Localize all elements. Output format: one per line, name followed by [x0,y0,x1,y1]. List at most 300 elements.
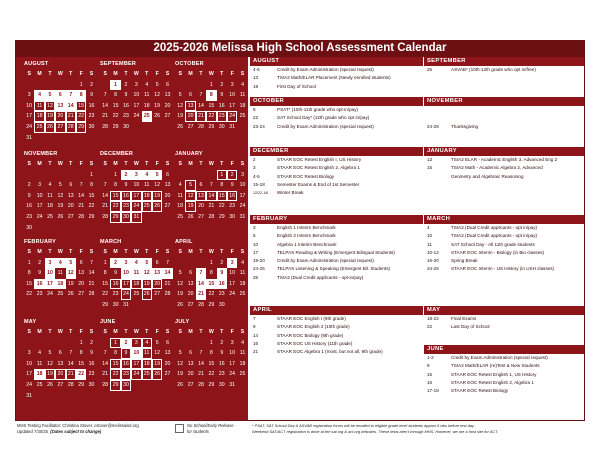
section-header: FEBRUARY [250,215,423,224]
day-cell: 1 [209,339,213,346]
day-cell: 29 [102,301,109,308]
day-cell: 3 [230,339,234,346]
weekday-header: T [124,161,128,167]
weekday-header: T [199,249,203,255]
day-cell: 22 [110,201,120,212]
footer-note-1: * PSAT, SAT School Day & ASVAB registration forms will be emailed to eligible grade level students approx 6 wks before test day. [252,423,475,428]
day-cell: 12 [47,360,53,367]
day-cell: 30 [121,380,131,391]
month-grid [24,327,98,401]
event-date: 19 [253,83,259,89]
day-cell: 22 [112,113,119,120]
day-cell: 11 [239,92,246,99]
day-cell: 24 [26,123,33,130]
day-cell: 12 [177,102,184,109]
day-cell: 5 [48,350,52,357]
weekday-header: S [89,71,94,77]
day-cell: 19 [185,201,195,212]
event-row [424,371,584,379]
day-cell: 5 [185,180,195,191]
event-date: 13 [427,157,433,162]
event-date: 13 [253,75,259,81]
day-cell: 15 [76,101,86,112]
weekday-header: T [48,71,52,77]
section-header: AUGUST [250,57,423,66]
day-cell: 27 [57,381,64,388]
blank-cell [34,80,44,91]
day-cell: 3 [27,350,31,357]
event-date: 15-18 [253,181,265,187]
day-cell: 1 [103,259,107,266]
day-cell: 5 [178,92,182,99]
day-cell: 4 [145,81,149,88]
section-header: MAY [424,306,584,315]
weekday-header: T [69,329,73,335]
blank-cell [45,80,55,91]
events-panel [250,57,584,420]
day-cell: 9 [220,92,224,99]
day-cell: 27 [187,301,194,308]
blank-cell [55,170,65,181]
event-row [424,362,584,370]
day-cell: 12 [177,280,184,287]
weekday-header: T [220,161,224,167]
event-date: 10 [427,233,433,239]
day-cell: 29 [218,213,225,220]
day-cell: 10 [45,268,55,279]
day-cell: 18 [142,359,152,370]
day-cell: 2 [227,170,237,181]
day-cell: 7 [166,259,169,266]
day-cell: 31 [131,212,141,223]
day-cell: 26 [57,213,64,220]
day-cell: 19 [57,203,64,210]
day-cell: 21 [102,113,109,120]
blank-cell [175,338,185,349]
day-cell: 9 [38,270,42,277]
month-january [175,150,249,223]
legend-label: No School/Early Release [187,423,234,428]
day-cell: 27 [164,203,171,210]
day-cell: 25 [47,213,53,220]
day-cell: 17 [121,279,131,290]
event-text: STAAR EOC Retest English I, US History [277,157,362,162]
day-cell: 9 [90,92,93,99]
day-cell: 20 [152,279,162,290]
day-cell: 26 [177,301,184,308]
event-date: 11 [427,241,432,247]
weekday-header: W [57,161,63,167]
event-date: 9 [427,363,430,369]
mini-calendars-panel [16,57,248,420]
day-cell: 11 [144,182,150,189]
month-july [175,318,249,391]
day-cell: 26 [152,201,162,212]
day-cell: 24 [131,369,141,380]
weekday-header: M [37,161,42,167]
month-august [24,60,98,143]
day-cell: 2 [90,339,93,346]
day-cell: 21 [66,111,76,122]
weekday-header: T [124,249,128,255]
event-row [424,354,584,362]
weekday-header: M [188,161,193,167]
day-cell: 1 [110,338,120,349]
day-cell: 5 [178,350,182,357]
day-cell: 15 [208,102,215,109]
day-cell: 4 [48,182,52,189]
event-text: Credit by Exam Administration (special request) [451,355,548,360]
day-cell: 13 [78,270,85,277]
day-cell: 8 [114,350,118,357]
day-cell: 24 [121,289,131,300]
weekday-header: S [89,329,94,335]
weekday-header: W [208,71,214,77]
day-cell: 27 [78,291,85,298]
weekday-header: S [165,329,170,335]
event-text: Final Exams [451,316,477,321]
weekday-header: M [37,249,42,255]
day-cell: 6 [58,350,62,357]
event-date: 18-22 [427,316,439,321]
day-cell: 23 [218,291,225,298]
event-text: English 2 Interim Benchmark [277,233,336,239]
event-text: TSIA2 (Dual Credit applicants - opt in/pay) [451,233,538,239]
blank-cell [100,170,110,181]
day-cell: 25 [142,201,152,212]
weekday-header: M [113,249,118,255]
day-cell: 26 [67,291,74,298]
day-cell: 6 [155,259,159,266]
weekday-header: T [199,161,203,167]
day-cell: 22 [206,111,216,122]
day-cell: 8 [90,182,93,189]
day-cell: 13 [55,101,65,112]
month-grid [175,327,249,391]
day-cell: 18 [143,102,150,109]
day-cell: 18 [239,360,246,367]
weekday-header: T [69,71,73,77]
month-name: NOVEMBER [24,151,58,157]
month-grid [100,247,174,311]
section-header: JANUARY [424,147,584,156]
day-cell: 9 [114,270,118,277]
day-cell: 3 [131,338,141,349]
event-row [250,241,423,249]
day-cell: 26 [154,113,161,120]
event-row [250,257,423,265]
event-text: STAAR EOC English 2 (10th grade) [277,324,350,330]
event-row [250,315,423,323]
month-name: APRIL [175,239,193,245]
day-cell: 30 [218,301,225,308]
day-cell: 19 [152,191,162,202]
legend-text [187,423,234,435]
day-cell: 16 [110,279,120,290]
day-cell: 11 [131,268,141,279]
day-cell: 16 [121,359,131,370]
event-date: 9 [253,324,256,330]
day-cell: 16 [123,102,129,109]
day-cell: 8 [76,90,86,101]
day-cell: 13 [187,360,194,367]
day-cell: 1 [110,80,120,91]
day-cell: 10 [133,182,140,189]
event-text: English 1 Interim Benchmark [277,225,336,230]
section-february [250,215,423,282]
day-cell: 12 [177,360,184,367]
day-cell: 10 [133,92,140,99]
day-cell: 21 [102,371,109,378]
day-cell: 7 [66,90,76,101]
event-row [250,232,423,240]
weekday-header: S [27,329,31,335]
event-row [424,173,584,181]
day-cell: 23 [26,213,33,220]
section-august [250,57,423,91]
day-cell: 19 [45,111,55,122]
day-cell: 20 [55,111,65,122]
event-date: 16-20 [427,258,439,264]
day-cell: 5 [66,258,76,269]
day-cell: 8 [209,350,213,357]
day-cell: 17 [239,192,246,199]
event-date: 2 [253,157,256,162]
day-cell: 18 [131,279,141,290]
weekday-header: S [27,249,31,255]
blank-cell [185,80,195,91]
day-cell: 20 [164,192,171,199]
day-cell: 25 [142,369,152,380]
day-cell: 14 [206,191,216,202]
day-cell: 27 [154,291,161,298]
day-cell: 1 [79,339,83,346]
weekday-header: S [178,249,182,255]
day-cell: 2 [38,259,42,266]
event-text: ASVAB* (10th-12th grade who opt in/free) [451,67,536,72]
day-cell: 24 [131,201,141,212]
day-cell: 17 [229,360,236,367]
weekday-header: T [145,329,149,335]
day-cell: 24 [26,381,33,388]
day-cell: 31 [239,213,246,220]
day-cell: 4 [142,170,152,181]
section-december [250,147,423,197]
day-cell: 15 [88,192,95,199]
day-cell: 17 [229,280,236,287]
day-cell: 12 [57,192,64,199]
day-cell: 12 [66,268,76,279]
day-cell: 16 [217,279,227,290]
weekday-header: S [178,71,182,77]
day-cell: 18 [55,279,65,290]
day-cell: 1 [79,81,83,88]
event-row [250,224,423,232]
day-cell: 28 [198,123,204,130]
day-cell: 29 [76,122,86,133]
day-cell: 14 [78,192,85,199]
blank-cell [196,80,206,91]
day-cell: 2 [220,339,224,346]
day-cell: 1 [217,170,227,181]
blank-cell [196,258,206,269]
day-cell: 11 [36,360,43,367]
weekday-header: S [178,161,182,167]
blank-cell [175,170,185,181]
day-cell: 27 [187,381,194,388]
event-row [250,106,423,114]
event-row [250,332,423,340]
event-row [250,340,423,348]
day-cell: 23 [36,291,43,298]
day-cell: 3 [27,92,31,99]
month-name: MARCH [100,239,122,245]
month-name: SEPTEMBER [100,61,137,67]
section-june [424,345,584,395]
section-may [424,306,584,332]
day-cell: 11 [47,192,53,199]
day-cell: 29 [208,301,215,308]
month-december [100,150,174,223]
day-cell: 18 [34,369,44,380]
blank-cell [34,338,44,349]
day-cell: 13 [152,268,162,279]
month-name: OCTOBER [175,61,204,67]
day-cell: 15 [208,360,215,367]
weekday-header: W [57,329,63,335]
weekday-header: S [240,161,245,167]
event-text: STAAR EOC Retest Biology [277,173,335,179]
section-header: OCTOBER [250,97,423,106]
day-cell: 23 [229,203,236,210]
weekday-header: T [145,249,149,255]
day-cell: 19 [177,113,184,120]
event-text: Thanksgiving [451,123,479,129]
day-cell: 25 [34,122,44,133]
event-text: TELPAS Listening & Speaking (Emergent Bil. Students) [277,266,391,272]
event-row [424,232,584,240]
weekday-header: M [37,71,42,77]
day-cell: 30 [229,213,236,220]
section-october [250,97,423,131]
event-row [424,265,584,273]
weekday-header: S [103,161,107,167]
event-date: 25 [253,274,259,280]
event-row [250,323,423,331]
day-cell: 22 [208,291,215,298]
event-date: 15 [427,371,433,377]
day-cell: 26 [142,289,152,300]
weekday-header: W [208,161,214,167]
day-cell: 11 [239,350,246,357]
day-cell: 13 [196,191,206,202]
weekday-header: T [145,161,149,167]
weekday-header: F [155,71,159,77]
day-cell: 22 [110,369,120,380]
event-text: PSAT* (10th-11th grade who opt-in/pay) [277,107,359,112]
day-cell: 23 [123,113,129,120]
day-cell: 4 [142,338,152,349]
day-cell: 23 [218,371,225,378]
day-cell: 3 [131,170,141,181]
weekday-header: F [79,161,83,167]
event-text: STAAR EOC US History (11th grade) [277,340,353,346]
day-cell: 27 [164,371,171,378]
day-cell: 8 [79,350,83,357]
day-cell: 18 [142,191,152,202]
day-cell: 7 [209,182,213,189]
day-cell: 29 [208,381,215,388]
day-cell: 2 [121,170,131,181]
day-cell: 8 [27,270,31,277]
event-text: TSIA2 Math/ELAR Placement (Newly enrolled students) [277,75,391,81]
day-cell: 18 [177,203,184,210]
section-header: MARCH [424,215,584,224]
weekday-header: W [133,249,139,255]
day-cell: 28 [88,291,95,298]
event-date: 25 [427,67,433,72]
day-cell: 29 [88,213,95,220]
event-text: Semester Exams & End of 1st Semester [277,181,360,187]
day-cell: 4 [178,182,182,189]
day-cell: 13 [187,280,194,287]
event-date: 23-24 [253,123,265,129]
day-cell: 28 [102,213,109,220]
day-cell: 18 [47,203,53,210]
month-name: FEBRUARY [24,239,56,245]
event-text: STAAR EOC Interim - US History (in USH classes) [451,266,555,272]
blank-cell [185,338,195,349]
day-cell: 2 [110,258,120,269]
day-cell: 13 [57,360,64,367]
day-cell: 22 [26,291,33,298]
event-row [250,173,423,181]
day-cell: 5 [45,90,55,101]
day-cell: 3 [121,258,131,269]
weekday-header: S [240,329,245,335]
month-grid [175,247,249,311]
day-cell: 30 [121,212,131,223]
event-row [250,181,423,189]
day-cell: 26 [177,381,184,388]
day-cell: 9 [230,182,234,189]
day-cell: 28 [208,213,215,220]
day-cell: 23 [112,291,119,298]
day-cell: 31 [26,392,33,399]
day-cell: 16 [88,102,95,109]
day-cell: 4 [34,90,44,101]
day-cell: 15 [206,279,216,290]
day-cell: 12 [185,191,195,202]
weekday-header: T [124,329,128,335]
day-cell: 23 [88,113,95,120]
weekday-header: S [27,71,31,77]
day-cell: 14 [67,360,74,367]
event-row [424,224,584,232]
event-text: TSIA2 (Dual Credit applicants - opt in/pay) [451,225,538,230]
blank-cell [196,170,206,181]
event-date: 4-5 [253,173,260,179]
day-cell: 22 [218,203,225,210]
day-cell: 26 [152,369,162,380]
day-cell: 30 [123,123,129,130]
blank-cell [24,80,34,91]
event-row [424,66,584,74]
day-cell: 13 [164,350,171,357]
day-cell: 10 [26,102,33,109]
day-cell: 7 [199,350,203,357]
day-cell: 14 [162,268,172,279]
